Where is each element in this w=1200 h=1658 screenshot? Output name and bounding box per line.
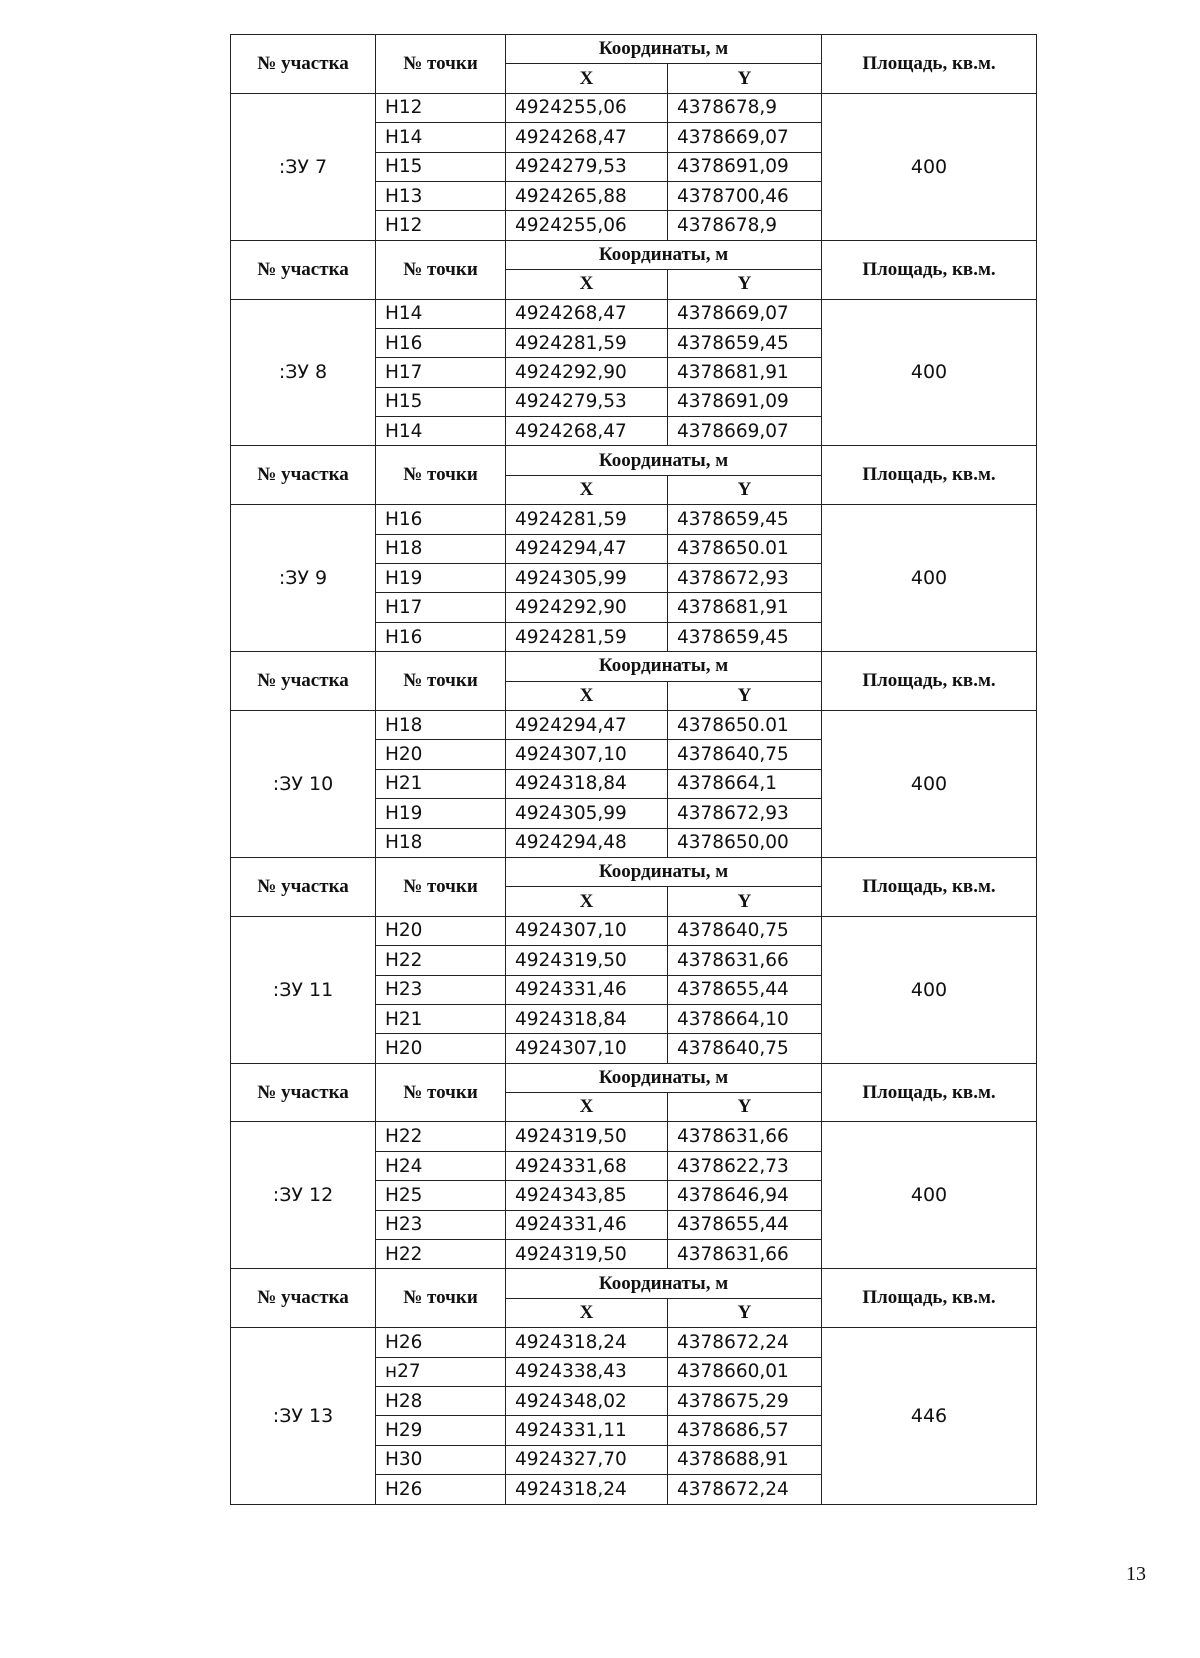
x-coordinate: 4924281,59 (506, 505, 668, 534)
x-coordinate: 4924265,88 (506, 181, 668, 210)
x-coordinate: 4924281,59 (506, 622, 668, 651)
x-coordinate: 4924327,70 (506, 1445, 668, 1474)
y-header: Y (668, 1093, 822, 1122)
x-coordinate: 4924331,46 (506, 975, 668, 1004)
y-coordinate: 4378675,29 (668, 1386, 822, 1415)
point-header: № точки (376, 240, 506, 299)
page-number: 13 (1126, 1563, 1146, 1585)
y-coordinate: 4378659,45 (668, 505, 822, 534)
parcel-area: 400 (822, 299, 1037, 446)
parcel-area: 400 (822, 505, 1037, 652)
point-number: н27 (376, 1357, 506, 1386)
point-number: Н25 (376, 1181, 506, 1210)
y-header: Y (668, 1298, 822, 1327)
x-coordinate: 4924255,06 (506, 93, 668, 122)
parcel-area: 400 (822, 93, 1037, 240)
y-coordinate: 4378688,91 (668, 1445, 822, 1474)
point-number: Н12 (376, 211, 506, 240)
area-header: Площадь, кв.м. (822, 857, 1037, 916)
table-header-row (231, 1063, 1037, 1092)
x-coordinate: 4924331,68 (506, 1151, 668, 1180)
point-number: Н20 (376, 916, 506, 945)
x-coordinate: 4924318,84 (506, 769, 668, 798)
coordinates-header: Координаты, м (506, 35, 822, 64)
y-header: Y (668, 681, 822, 710)
y-coordinate: 4378672,93 (668, 799, 822, 828)
coordinates-header: Координаты, м (506, 240, 822, 269)
point-header: № точки (376, 446, 506, 505)
y-coordinate: 4378669,07 (668, 417, 822, 446)
y-header: Y (668, 887, 822, 916)
area-header: Площадь, кв.м. (822, 652, 1037, 711)
y-coordinate: 4378655,44 (668, 1210, 822, 1239)
point-number: Н16 (376, 328, 506, 357)
point-number: Н26 (376, 1475, 506, 1504)
y-header: Y (668, 270, 822, 299)
x-coordinate: 4924255,06 (506, 211, 668, 240)
y-coordinate: 4378650.01 (668, 534, 822, 563)
coordinates-header: Координаты, м (506, 857, 822, 886)
x-header: X (506, 270, 668, 299)
x-coordinate: 4924305,99 (506, 564, 668, 593)
y-coordinate: 4378664,10 (668, 1004, 822, 1033)
x-header: X (506, 681, 668, 710)
x-coordinate: 4924338,43 (506, 1357, 668, 1386)
point-number: Н19 (376, 564, 506, 593)
point-number: Н23 (376, 975, 506, 1004)
x-coordinate: 4924318,24 (506, 1328, 668, 1357)
y-coordinate: 4378640,75 (668, 1034, 822, 1063)
point-number: Н16 (376, 505, 506, 534)
x-coordinate: 4924319,50 (506, 1122, 668, 1151)
x-coordinate: 4924307,10 (506, 1034, 668, 1063)
table-header-row (231, 446, 1037, 475)
point-header: № точки (376, 857, 506, 916)
x-header: X (506, 64, 668, 93)
y-coordinate: 4378640,75 (668, 740, 822, 769)
point-number: Н14 (376, 299, 506, 328)
point-number: Н17 (376, 358, 506, 387)
x-header: X (506, 887, 668, 916)
x-coordinate: 4924294,47 (506, 534, 668, 563)
x-coordinate: 4924279,53 (506, 152, 668, 181)
y-coordinate: 4378664,1 (668, 769, 822, 798)
y-coordinate: 4378672,24 (668, 1475, 822, 1504)
x-coordinate: 4924292,90 (506, 358, 668, 387)
y-coordinate: 4378631,66 (668, 1122, 822, 1151)
x-coordinate: 4924294,48 (506, 828, 668, 857)
point-number: Н15 (376, 387, 506, 416)
y-coordinate: 4378691,09 (668, 152, 822, 181)
point-header: № точки (376, 1063, 506, 1122)
table-row (231, 916, 1037, 945)
area-header: Площадь, кв.м. (822, 240, 1037, 299)
point-number: Н30 (376, 1445, 506, 1474)
y-coordinate: 4378646,94 (668, 1181, 822, 1210)
y-coordinate: 4378622,73 (668, 1151, 822, 1180)
parcel-id: :ЗУ 12 (231, 1122, 376, 1269)
y-coordinate: 4378631,66 (668, 1240, 822, 1269)
point-number: Н13 (376, 181, 506, 210)
x-coordinate: 4924343,85 (506, 1181, 668, 1210)
table-row (231, 299, 1037, 328)
y-coordinate: 4378678,9 (668, 93, 822, 122)
parcel-header: № участка (231, 652, 376, 711)
y-coordinate: 4378660,01 (668, 1357, 822, 1386)
x-coordinate: 4924305,99 (506, 799, 668, 828)
parcel-id: :ЗУ 7 (231, 93, 376, 240)
x-coordinate: 4924319,50 (506, 946, 668, 975)
x-coordinate: 4924279,53 (506, 387, 668, 416)
point-number: Н22 (376, 1240, 506, 1269)
point-number: Н14 (376, 417, 506, 446)
y-header: Y (668, 475, 822, 504)
table-row (231, 505, 1037, 534)
point-number: Н22 (376, 946, 506, 975)
y-coordinate: 4378659,45 (668, 328, 822, 357)
parcel-id: :ЗУ 9 (231, 505, 376, 652)
x-header: X (506, 1093, 668, 1122)
y-coordinate: 4378669,07 (668, 299, 822, 328)
coordinates-header: Координаты, м (506, 446, 822, 475)
area-header: Площадь, кв.м. (822, 1269, 1037, 1328)
point-number: Н18 (376, 534, 506, 563)
coordinates-header: Координаты, м (506, 652, 822, 681)
parcel-id: :ЗУ 8 (231, 299, 376, 446)
y-coordinate: 4378686,57 (668, 1416, 822, 1445)
table-row (231, 710, 1037, 739)
point-number: Н22 (376, 1122, 506, 1151)
point-number: Н26 (376, 1328, 506, 1357)
point-number: Н16 (376, 622, 506, 651)
y-coordinate: 4378655,44 (668, 975, 822, 1004)
x-header: X (506, 475, 668, 504)
parcel-id: :ЗУ 13 (231, 1328, 376, 1504)
point-number: Н15 (376, 152, 506, 181)
point-number: Н20 (376, 1034, 506, 1063)
parcel-area: 400 (822, 916, 1037, 1063)
x-coordinate: 4924294,47 (506, 710, 668, 739)
y-coordinate: 4378672,24 (668, 1328, 822, 1357)
x-coordinate: 4924331,11 (506, 1416, 668, 1445)
x-coordinate: 4924292,90 (506, 593, 668, 622)
point-header: № точки (376, 1269, 506, 1328)
point-header: № точки (376, 652, 506, 711)
x-coordinate: 4924318,84 (506, 1004, 668, 1033)
point-number: Н23 (376, 1210, 506, 1239)
parcel-header: № участка (231, 857, 376, 916)
parcel-header: № участка (231, 1269, 376, 1328)
parcel-header: № участка (231, 446, 376, 505)
point-number: Н18 (376, 828, 506, 857)
point-number: Н20 (376, 740, 506, 769)
table-row (231, 1328, 1037, 1357)
area-header: Площадь, кв.м. (822, 35, 1037, 94)
point-number: Н14 (376, 123, 506, 152)
y-coordinate: 4378659,45 (668, 622, 822, 651)
coordinates-table (230, 34, 1037, 1505)
x-coordinate: 4924318,24 (506, 1475, 668, 1504)
x-coordinate: 4924268,47 (506, 299, 668, 328)
x-coordinate: 4924268,47 (506, 123, 668, 152)
x-coordinate: 4924307,10 (506, 916, 668, 945)
parcel-header: № участка (231, 1063, 376, 1122)
x-coordinate: 4924268,47 (506, 417, 668, 446)
table-row (231, 93, 1037, 122)
y-coordinate: 4378672,93 (668, 564, 822, 593)
table-header-row (231, 240, 1037, 269)
table-row (231, 1122, 1037, 1151)
y-coordinate: 4378650.01 (668, 710, 822, 739)
x-coordinate: 4924307,10 (506, 740, 668, 769)
point-number: Н29 (376, 1416, 506, 1445)
point-number: Н19 (376, 799, 506, 828)
y-coordinate: 4378691,09 (668, 387, 822, 416)
point-number: Н17 (376, 593, 506, 622)
area-header: Площадь, кв.м. (822, 1063, 1037, 1122)
y-coordinate: 4378678,9 (668, 211, 822, 240)
coordinates-header: Координаты, м (506, 1063, 822, 1092)
y-coordinate: 4378681,91 (668, 593, 822, 622)
x-coordinate: 4924348,02 (506, 1386, 668, 1415)
x-coordinate: 4924331,46 (506, 1210, 668, 1239)
parcel-header: № участка (231, 240, 376, 299)
table-header-row (231, 652, 1037, 681)
parcel-id: :ЗУ 10 (231, 710, 376, 857)
point-number: Н28 (376, 1386, 506, 1415)
y-coordinate: 4378681,91 (668, 358, 822, 387)
y-header: Y (668, 64, 822, 93)
parcel-area: 400 (822, 710, 1037, 857)
parcel-area: 446 (822, 1328, 1037, 1504)
point-number: Н24 (376, 1151, 506, 1180)
y-coordinate: 4378640,75 (668, 916, 822, 945)
area-header: Площадь, кв.м. (822, 446, 1037, 505)
parcel-area: 400 (822, 1122, 1037, 1269)
y-coordinate: 4378631,66 (668, 946, 822, 975)
x-coordinate: 4924319,50 (506, 1240, 668, 1269)
point-number: Н18 (376, 710, 506, 739)
point-number: Н21 (376, 769, 506, 798)
parcel-header: № участка (231, 35, 376, 94)
y-coordinate: 4378650,00 (668, 828, 822, 857)
x-coordinate: 4924281,59 (506, 328, 668, 357)
parcel-id: :ЗУ 11 (231, 916, 376, 1063)
y-coordinate: 4378669,07 (668, 123, 822, 152)
table-header-row (231, 35, 1037, 64)
x-header: X (506, 1298, 668, 1327)
point-header: № точки (376, 35, 506, 94)
table-header-row (231, 857, 1037, 886)
y-coordinate: 4378700,46 (668, 181, 822, 210)
point-number: Н21 (376, 1004, 506, 1033)
point-number: Н12 (376, 93, 506, 122)
table-header-row (231, 1269, 1037, 1298)
coordinates-header: Координаты, м (506, 1269, 822, 1298)
